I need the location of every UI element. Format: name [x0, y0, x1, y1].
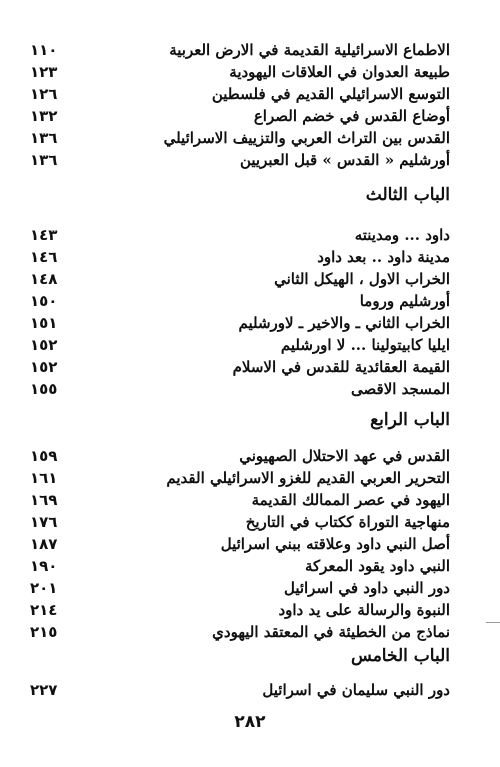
section-heading: الباب الخامس	[351, 646, 450, 666]
toc-page-number: ١٩٠	[30, 557, 58, 575]
toc-page-number: ١٥٩	[30, 447, 58, 465]
page-number: ٢٨٢	[234, 712, 266, 732]
section-heading: الباب الثالث	[365, 185, 450, 205]
toc-page-number: ١٥١	[30, 314, 58, 332]
toc-entry	[30, 622, 450, 642]
toc-entry-title: النبي داود يقود المعركة	[304, 557, 450, 575]
toc-entry-title: التوسع الاسرائيلي القديم في فلسطين	[211, 85, 450, 103]
toc-page-number: ١٣٦	[30, 151, 58, 169]
toc-entry-title: منهاجية التوراة ككتاب في التاريخ	[245, 513, 450, 531]
toc-entry	[30, 84, 450, 104]
toc-entry	[30, 247, 450, 267]
toc-entry	[30, 578, 450, 598]
toc-page-number: ١٥٢	[30, 336, 58, 354]
toc-entry	[30, 600, 450, 620]
toc-page-number: ١٢٦	[30, 85, 58, 103]
toc-entry-title: مدينة داود .. بعد داود	[317, 248, 450, 266]
toc-page-number: ١٤٦	[30, 248, 58, 266]
toc-entry	[30, 534, 450, 554]
toc-entry-title: طبيعة العدوان في العلاقات اليهودية	[229, 63, 450, 81]
toc-page-number: ١٨٧	[30, 535, 58, 553]
toc-entry-title: الخراب الاول ، الهيكل الثاني	[274, 270, 450, 288]
toc-entry	[30, 269, 450, 289]
toc-page-number: ١٥٢	[30, 358, 58, 376]
toc-page-number: ١٤٣	[30, 226, 58, 244]
toc-entry	[30, 490, 450, 510]
toc-page-number: ٢٢٧	[30, 681, 58, 699]
toc-page-number: ١٧٦	[30, 513, 58, 531]
toc-entry-title: القدس في عهد الاحتلال الصهيوني	[239, 447, 450, 465]
toc-page-number: ٢١٤	[30, 601, 58, 619]
toc-entry	[30, 379, 450, 399]
toc-entry	[30, 313, 450, 333]
toc-entry	[30, 150, 450, 170]
toc-entry	[30, 357, 450, 377]
toc-entry	[30, 512, 450, 532]
toc-page-number: ١٥٥	[30, 380, 58, 398]
toc-page-number: ٢١٥	[30, 623, 58, 641]
toc-entry-title: أورشليم « القدس » قبل العبريين	[239, 151, 450, 169]
toc-entry-title: الخراب الثاني ـ والاخير ـ لاورشليم	[238, 314, 450, 332]
margin-mark	[486, 622, 500, 623]
toc-entry	[30, 225, 450, 245]
toc-page-number: ١٣٢	[30, 107, 58, 125]
toc-page-number: ٢٠١	[30, 579, 58, 597]
toc-entry-title: القيمة العقائدية للقدس في الاسلام	[232, 358, 450, 376]
toc-entry	[30, 291, 450, 311]
toc-entry-title: داود ... ومدينته	[354, 226, 450, 244]
toc-entry	[30, 556, 450, 576]
toc-entry	[30, 62, 450, 82]
toc-entry-title: التحرير العربي القديم للغزو الاسرائيلي القديم	[166, 469, 450, 487]
toc-entry	[30, 128, 450, 148]
toc-page-number: ١٢٣	[30, 63, 58, 81]
toc-entry-title: أوضاع القدس في خضم الصراع	[253, 107, 450, 125]
toc-entry-title: أورشليم وروما	[359, 292, 450, 310]
toc-page-number: ١٦١	[30, 469, 58, 487]
toc-page-number: ١٤٨	[30, 270, 58, 288]
toc-page-number: ١٦٩	[30, 491, 58, 509]
toc-entry	[30, 335, 450, 355]
toc-entry	[30, 40, 450, 60]
toc-entry-title: ايليا كابيتولينا ... لا اورشليم	[280, 336, 450, 354]
toc-entry-title: دور النبي داود في اسرائيل	[283, 579, 450, 597]
toc-entry-title: دور النبي سليمان في اسرائيل	[262, 681, 450, 699]
toc-entry-title: القدس بين التراث العربي والتزييف الاسرائيلي	[163, 129, 450, 147]
toc-entry-title: اليهود في عصر الممالك القديمة	[251, 491, 450, 509]
toc-page-number: ١٣٦	[30, 129, 58, 147]
toc-entry-title: المسجد الاقصى	[351, 380, 450, 398]
toc-entry	[30, 106, 450, 126]
toc-page-number: ١١٠	[30, 41, 58, 59]
toc-entry-title: الاطماع الاسرائيلية القديمة في الارض العربية	[169, 41, 450, 59]
toc-entry	[30, 446, 450, 466]
toc-entry-title: أصل النبي داود وعلاقته ببني اسرائيل	[220, 535, 450, 553]
toc-entry-title: نماذج من الخطيئة في المعتقد اليهودي	[212, 623, 450, 641]
toc-entry	[30, 468, 450, 488]
toc-page-number: ١٥٠	[30, 292, 58, 310]
toc-entry	[30, 680, 450, 700]
section-heading: الباب الرابع	[370, 410, 450, 430]
toc-entry-title: النبوة والرسالة على يد داود	[278, 601, 450, 619]
